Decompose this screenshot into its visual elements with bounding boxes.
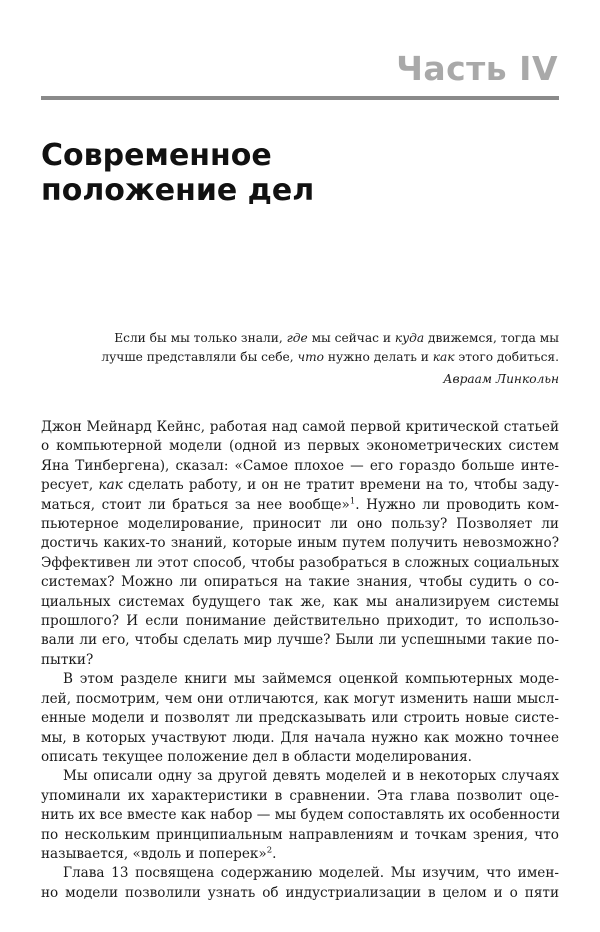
text-line: Мы описали одну за другой девять моделей и в некоторых случаях [63, 768, 559, 785]
part-rule [41, 96, 559, 100]
paragraph-4 [41, 864, 559, 903]
epigraph-emphasis: куда [394, 331, 425, 345]
epigraph-emphasis: что [297, 350, 325, 364]
text-line: В этом разделе книги мы займемся оценкой компьютерных моде- [63, 671, 559, 688]
epigraph-text: движемся, тогда мы [424, 331, 559, 345]
epigraph-emphasis: где [286, 331, 308, 345]
epigraph-text: нужно делать и [324, 350, 433, 364]
text-line: но модели позволили узнать об индустриализации в целом и о пяти [41, 884, 559, 901]
text-line [41, 476, 559, 495]
chapter-title [41, 138, 561, 208]
part-label: Часть IV [396, 49, 558, 88]
epigraph-text: лучше представляли бы себе, [101, 350, 298, 364]
text-line: пытки? [41, 651, 94, 668]
chapter-title-line-1: Современное [41, 138, 272, 173]
text-span: маться, стоит ли браться за нее вообще» [41, 496, 350, 513]
text-line: мы, в которых участвуют люди. Для начала нужно как можно точнее [41, 729, 559, 746]
footnote-ref-1: 1 [349, 496, 356, 507]
body-text [41, 418, 559, 903]
epigraph-text: мы сейчас и [307, 331, 395, 345]
text-line: Глава 13 посвящена содержанию моделей. Мы изучим, что имен- [63, 865, 559, 882]
text-line: по нескольким принципиальным направлениям и точкам зрения, что [41, 826, 559, 843]
footnote-ref-2: 2 [266, 845, 273, 856]
text-line: упоминали их характеристики в сравнении. Эта глава позволит оце- [41, 787, 559, 804]
text-line [41, 496, 559, 515]
epigraph-line-2 [96, 348, 559, 367]
text-line: достичь каких-то знаний, которые иным путем получить невозможно? [41, 535, 559, 552]
text-line: прошлого? И если понимание действительно приходит, то использо- [41, 613, 559, 630]
paragraph-1 [41, 418, 559, 670]
text-line: циальных системах будущего так же, как мы анализируем системы [41, 593, 559, 610]
text-line: вали ли его, чтобы сделать мир лучше? Были ли успешными такие по- [41, 632, 559, 649]
epigraph-emphasis: как [432, 350, 455, 364]
epigraph [96, 329, 559, 367]
text-line: о компьютерной модели (одной из первых эконометрических систем [41, 438, 559, 455]
epigraph-text: Если бы мы только знали, [114, 331, 287, 345]
text-line: описать текущее положение дел в области моделирования. [41, 748, 472, 765]
text-span: сделать работу, и он не тратит времени на то, чтобы заду- [122, 477, 559, 494]
epigraph-text: этого добиться. [454, 350, 559, 364]
text-line [41, 845, 559, 864]
paragraph-2 [41, 670, 559, 767]
text-line: пьютерное моделирование, приносит ли оно пользу? Позволяет ли [41, 516, 559, 533]
text-span: ресует, [41, 477, 99, 494]
text-line: системах? Можно ли опираться на такие знания, чтобы судить о со- [41, 574, 559, 591]
text-emphasis: как [98, 477, 123, 494]
text-line: нить их все вместе как набор — мы будем сопоставлять их особенности [41, 807, 561, 824]
text-line: Эффективен ли этот способ, чтобы разобраться в сложных социальных [41, 554, 559, 571]
text-line: Яна Тинбергена), сказал: «Самое плохое — его гораздо больше инте- [41, 457, 559, 474]
chapter-title-line-2: положение дел [41, 173, 315, 208]
text-line: Джон Мейнард Кейнс, работая над самой первой критической статьей [41, 419, 559, 435]
text-span: называется, «вдоль и поперек» [41, 845, 267, 862]
epigraph-author: Авраам Линкольн [443, 372, 559, 386]
text-span: . Нужно ли проводить ком- [355, 496, 559, 513]
paragraph-3 [41, 767, 559, 864]
text-span: . [272, 845, 277, 862]
epigraph-line-1 [96, 329, 559, 348]
text-line: лей, посмотрим, чем они отличаются, как могут изменить наши мысл- [41, 690, 559, 707]
text-line: енные модели и позволят ли предсказывать или строить новые систе- [41, 710, 559, 727]
